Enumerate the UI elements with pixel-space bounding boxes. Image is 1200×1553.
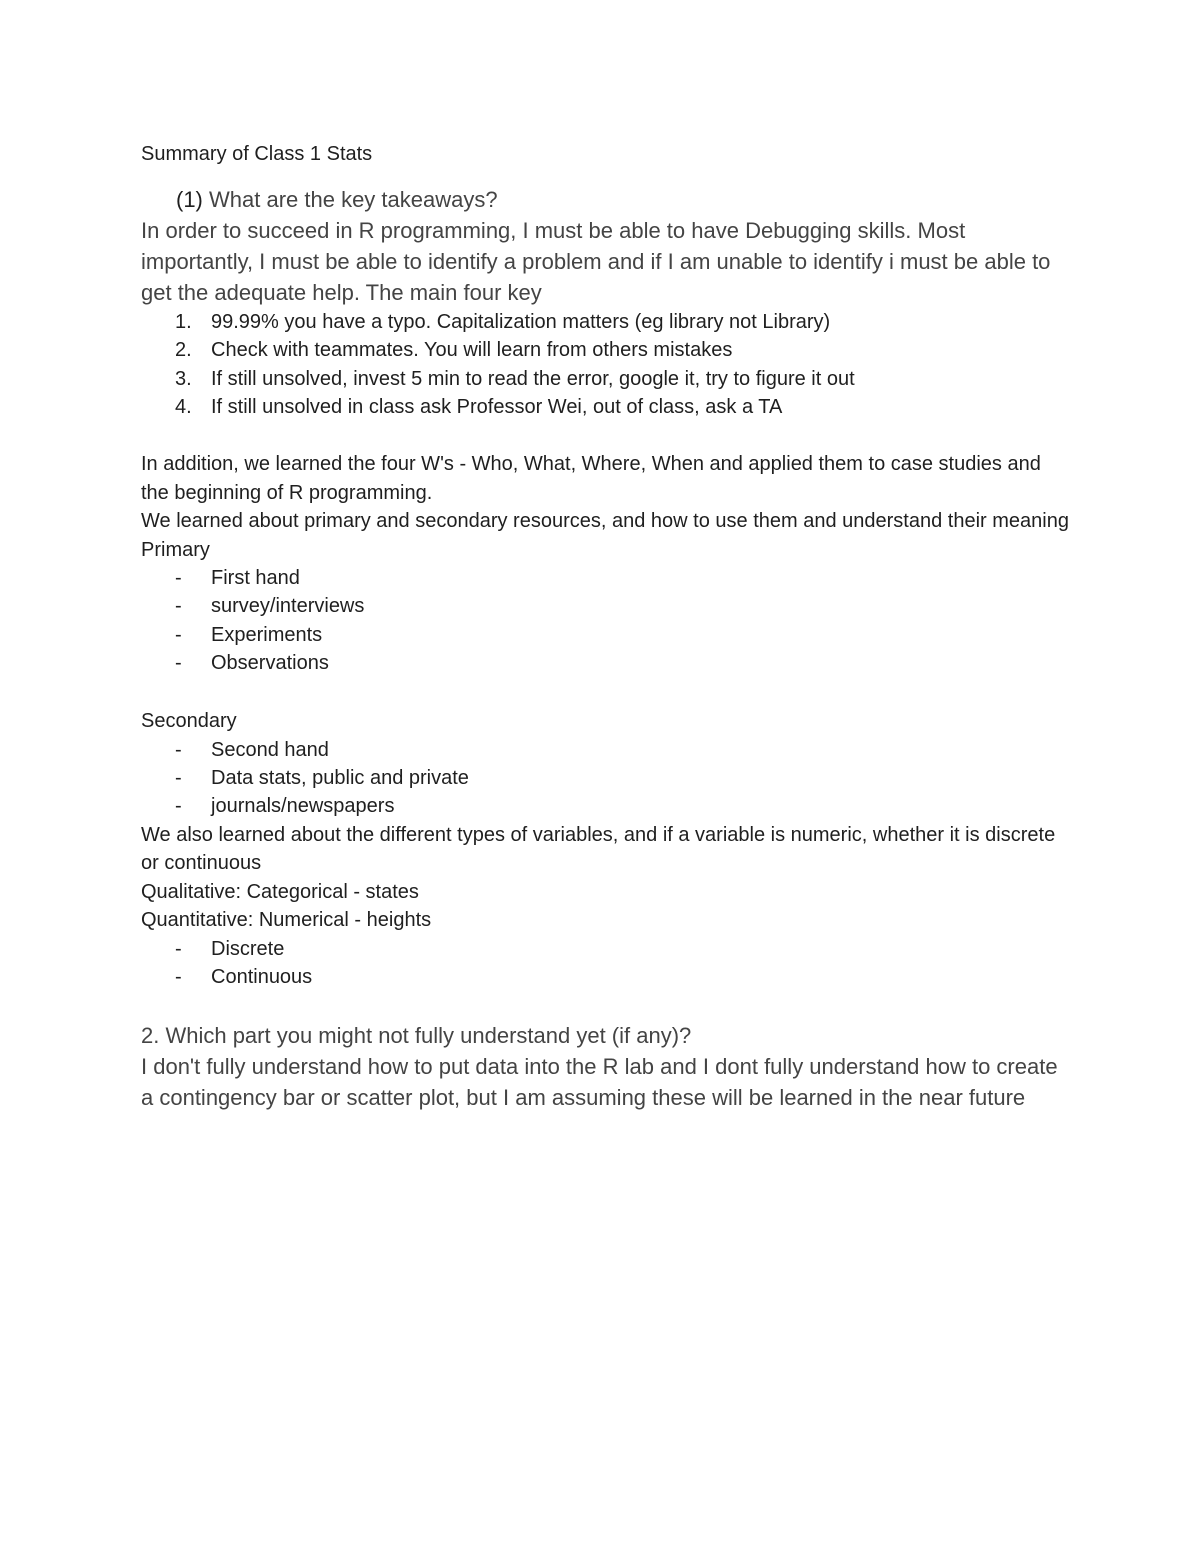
dash-marker: -	[175, 795, 182, 818]
document-title: Summary of Class 1 Stats	[141, 143, 373, 165]
list-item	[141, 393, 1071, 421]
list-item-text: If still unsolved in class ask Professor Wei, out of class, ask a TA	[211, 395, 783, 418]
list-number: 4.	[175, 395, 192, 418]
debug-steps-list	[141, 308, 1071, 421]
list-item-text: First hand	[211, 567, 300, 590]
list-number: 1.	[175, 311, 192, 333]
list-item-text: Check with teammates. You will learn from others mistakes	[211, 339, 733, 362]
list-item-text: 99.99% you have a typo. Capitalization matters (eg library not Library)	[211, 311, 831, 333]
list-item	[141, 764, 1071, 792]
question-1	[176, 185, 1071, 215]
dash-marker: -	[175, 738, 182, 761]
list-item-text: survey/interviews	[211, 595, 365, 618]
list-item-text: journals/newspapers	[211, 795, 395, 818]
list-item	[141, 336, 1071, 364]
secondary-list	[141, 736, 1071, 821]
list-item	[141, 963, 1071, 991]
dash-marker: -	[175, 966, 182, 989]
list-item	[141, 308, 1071, 336]
secondary-label: Secondary	[141, 710, 237, 733]
spacer	[141, 421, 1071, 450]
dash-marker: -	[175, 767, 182, 790]
list-item	[141, 736, 1071, 764]
primary-label: Primary	[141, 538, 210, 561]
list-number: 3.	[175, 367, 192, 390]
list-item	[141, 365, 1071, 393]
primary-list	[141, 564, 1071, 677]
list-item	[141, 592, 1071, 620]
dash-marker: -	[175, 652, 182, 675]
addition-paragraph: In addition, we learned the four W's - Who, What, Where, When and applied them to case studies and the beginning of R programming.	[141, 453, 1041, 504]
list-item-text: If still unsolved, invest 5 min to read the error, google it, try to figure it out	[211, 367, 855, 390]
dash-marker: -	[175, 937, 182, 960]
question-1-text: What are the key takeaways?	[202, 187, 498, 212]
dash-marker: -	[175, 567, 182, 590]
document-body	[141, 140, 1071, 1113]
numeric-types-list	[141, 935, 1071, 992]
list-item-text: Continuous	[211, 966, 313, 989]
list-item	[141, 621, 1071, 649]
list-item-text: Discrete	[211, 937, 285, 960]
variables-paragraph: We also learned about the different types of variables, and if a variable is numeric, whether it is discrete or continuous	[141, 823, 1056, 875]
dash-marker: -	[175, 595, 182, 618]
question-2: 2. Which part you might not fully understand yet (if any)?	[141, 1023, 692, 1049]
quantitative-line: Quantitative: Numerical - heights	[141, 909, 432, 932]
list-item-text: Data stats, public and private	[211, 767, 469, 790]
list-item	[141, 649, 1071, 677]
resources-paragraph: We learned about primary and secondary resources, and how to use them and understand their meaning	[141, 510, 1069, 533]
qualitative-line: Qualitative: Categorical - states	[141, 880, 419, 903]
list-item-text: Experiments	[211, 623, 323, 646]
answer-2-paragraph: I don't fully understand how to put data into the R lab and I dont fully understand how to create a contingency bar or scatter plot, but I am assuming these will be learned in the near future	[141, 1054, 1058, 1111]
list-item-text: Observations	[211, 652, 329, 675]
dash-marker: -	[175, 623, 182, 646]
list-item	[141, 564, 1071, 592]
list-item	[141, 935, 1071, 963]
question-1-number: (1)	[176, 187, 203, 212]
list-item	[141, 792, 1071, 820]
list-number: 2.	[175, 339, 192, 362]
spacer	[141, 677, 1071, 707]
spacer	[141, 991, 1071, 1020]
list-item-text: Second hand	[211, 738, 329, 761]
intro-paragraph: In order to succeed in R programming, I must be able to have Debugging skills. Most importantly, I must be able to identify a problem and if I am unable to identify i must be able to get the adequate help. The main four key	[141, 218, 1051, 305]
